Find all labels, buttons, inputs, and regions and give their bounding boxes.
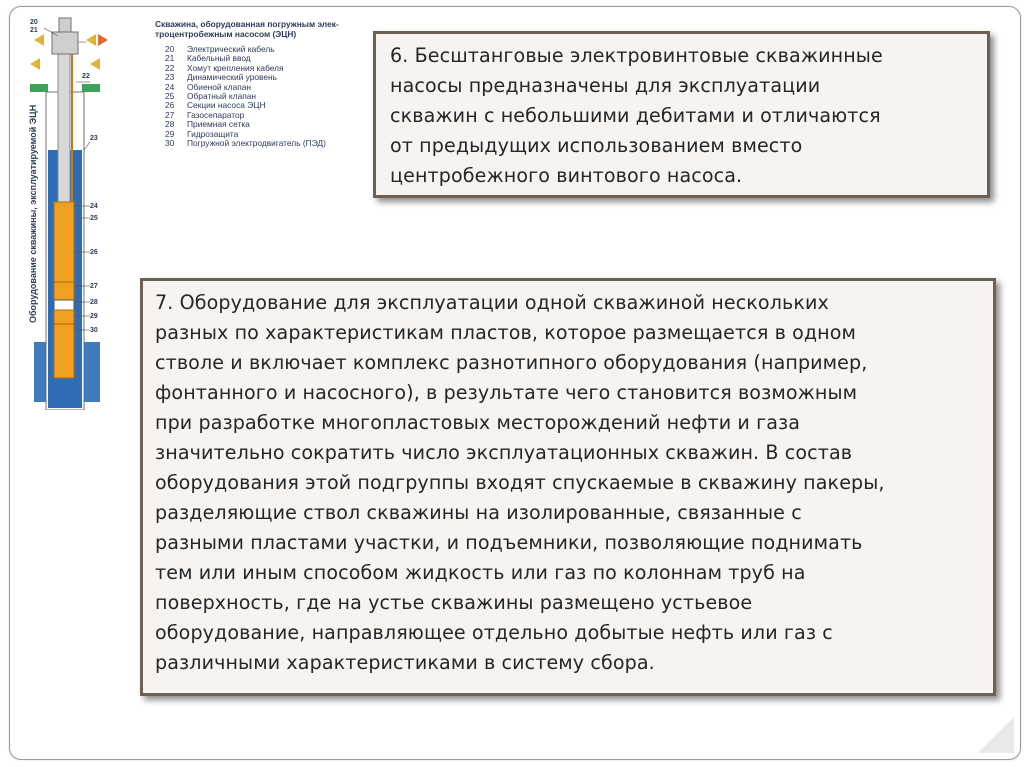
- callout-27: 27: [90, 283, 98, 290]
- text-box-item-6: [373, 31, 990, 198]
- text-line: поверхность, где на устье скважины размещено устьевое: [155, 591, 753, 614]
- gas-separator: [54, 282, 74, 300]
- callout-20: 20: [30, 19, 38, 26]
- valve-right: [86, 34, 96, 46]
- legend-number: 21: [165, 53, 175, 64]
- corner-decoration: [978, 717, 1014, 753]
- legend-number: 25: [165, 91, 175, 102]
- legend-number: 23: [165, 72, 175, 83]
- diagram-vertical-caption: Оборудование скважины, эксплуатируемой ЭЦН: [28, 104, 38, 324]
- callout-21: 21: [30, 27, 38, 34]
- legend-number: 20: [165, 44, 175, 54]
- callout-22: 22: [82, 73, 90, 80]
- legend-list: [155, 45, 355, 148]
- legend-number: 26: [165, 100, 175, 111]
- tubing: [58, 52, 70, 202]
- figure-legend: [155, 19, 355, 148]
- pump-sections: [54, 202, 74, 282]
- text-line: центробежного винтового насоса.: [390, 164, 743, 187]
- legend-label: Хомут крепления кабеля: [187, 62, 284, 73]
- legend-number: 29: [165, 128, 175, 139]
- text-line: разными пластами участки, и подъемники, позволяющие поднимать: [155, 531, 863, 554]
- formation-right: [84, 342, 100, 402]
- legend-row: [155, 120, 355, 129]
- legend-label: Погружной электродвигатель (ПЭД): [187, 138, 326, 149]
- legend-row: [155, 139, 355, 148]
- text-line: значительно сократить число эксплуатационных скважин. В состав: [155, 441, 853, 464]
- legend-row: [155, 101, 355, 110]
- legend-label: Электрический кабель: [187, 44, 275, 54]
- callout-26: 26: [90, 249, 98, 256]
- callout-24: 24: [90, 203, 98, 210]
- text-line: разных по характеристикам пластов, которое размещается в одном: [155, 321, 857, 344]
- text-line: насосы предназначены для эксплуатации: [390, 74, 821, 97]
- text-line: тем или иным способом жидкость или газ по колоннам труб на: [155, 561, 806, 584]
- legend-number: 24: [165, 81, 175, 92]
- legend-row: [155, 45, 355, 54]
- flow-arrow: [98, 34, 108, 46]
- text-line: оборудование, направляющее отдельно добытые нефть или газ с: [155, 621, 833, 644]
- legend-label: Приемная сетка: [187, 119, 250, 130]
- callout-23: 23: [90, 135, 98, 142]
- text-line: фонтанного и насосного), в результате чего становится возможным: [155, 381, 858, 404]
- legend-label: Динамический уровень: [187, 72, 278, 83]
- legend-title: Скважина, оборудованная погружным элек- троцентробежным насосом (ЭЦН): [155, 19, 339, 39]
- callout-28: 28: [90, 299, 98, 306]
- legend-label: Обиеной клапан: [187, 81, 252, 92]
- legend-number: 22: [165, 62, 175, 73]
- text-line: от предыдущих использованием вместо: [390, 134, 803, 157]
- text-line: различными характеристиками в систему сбора.: [155, 651, 655, 674]
- text-line: 7. Оборудование для эксплуатации одной скважиной нескольких: [155, 291, 829, 314]
- legend-number: 28: [165, 119, 175, 130]
- legend-label: Гидрозащита: [187, 128, 239, 139]
- legend-label: Кабельный ввод: [187, 53, 251, 64]
- callout-30: 30: [90, 327, 98, 334]
- legend-label: Обратный клапан: [187, 91, 257, 102]
- item-7-text: [155, 288, 979, 678]
- text-line: стволе и включает комплекс разнотипного оборудования (например,: [155, 351, 868, 374]
- intake-screen: [54, 300, 74, 310]
- seal-section: [54, 310, 74, 324]
- motor: [54, 324, 74, 378]
- legend-row: [155, 111, 355, 120]
- legend-row: [155, 73, 355, 82]
- legend-number: 30: [165, 138, 175, 149]
- text-line: 6. Бесштанговые электровинтовые скважинные: [390, 44, 883, 67]
- text-line: скважин с небольшими дебитами и отличаются: [390, 104, 881, 127]
- legend-label: Газосепаратор: [187, 109, 245, 120]
- text-line: разделяющие ствол скважины на изолированные, связанные с: [155, 501, 802, 524]
- wellhead-top: [59, 18, 71, 32]
- legend-number: 27: [165, 109, 175, 120]
- wellhead: [52, 32, 78, 54]
- valve-lower-right: [90, 58, 100, 70]
- text-line: оборудования этой подгруппы входят спускаемые в скважину пакеры,: [155, 471, 885, 494]
- legend-label: Секции насоса ЭЦН: [187, 100, 266, 111]
- callout-29: 29: [90, 313, 98, 320]
- ground-band-upper-right: [82, 84, 100, 92]
- text-line: при разработке многопластовых месторождений нефти и газа: [155, 411, 801, 434]
- callout-25: 25: [90, 215, 98, 222]
- text-box-item-7: [140, 278, 996, 696]
- item-6-text: [390, 41, 973, 191]
